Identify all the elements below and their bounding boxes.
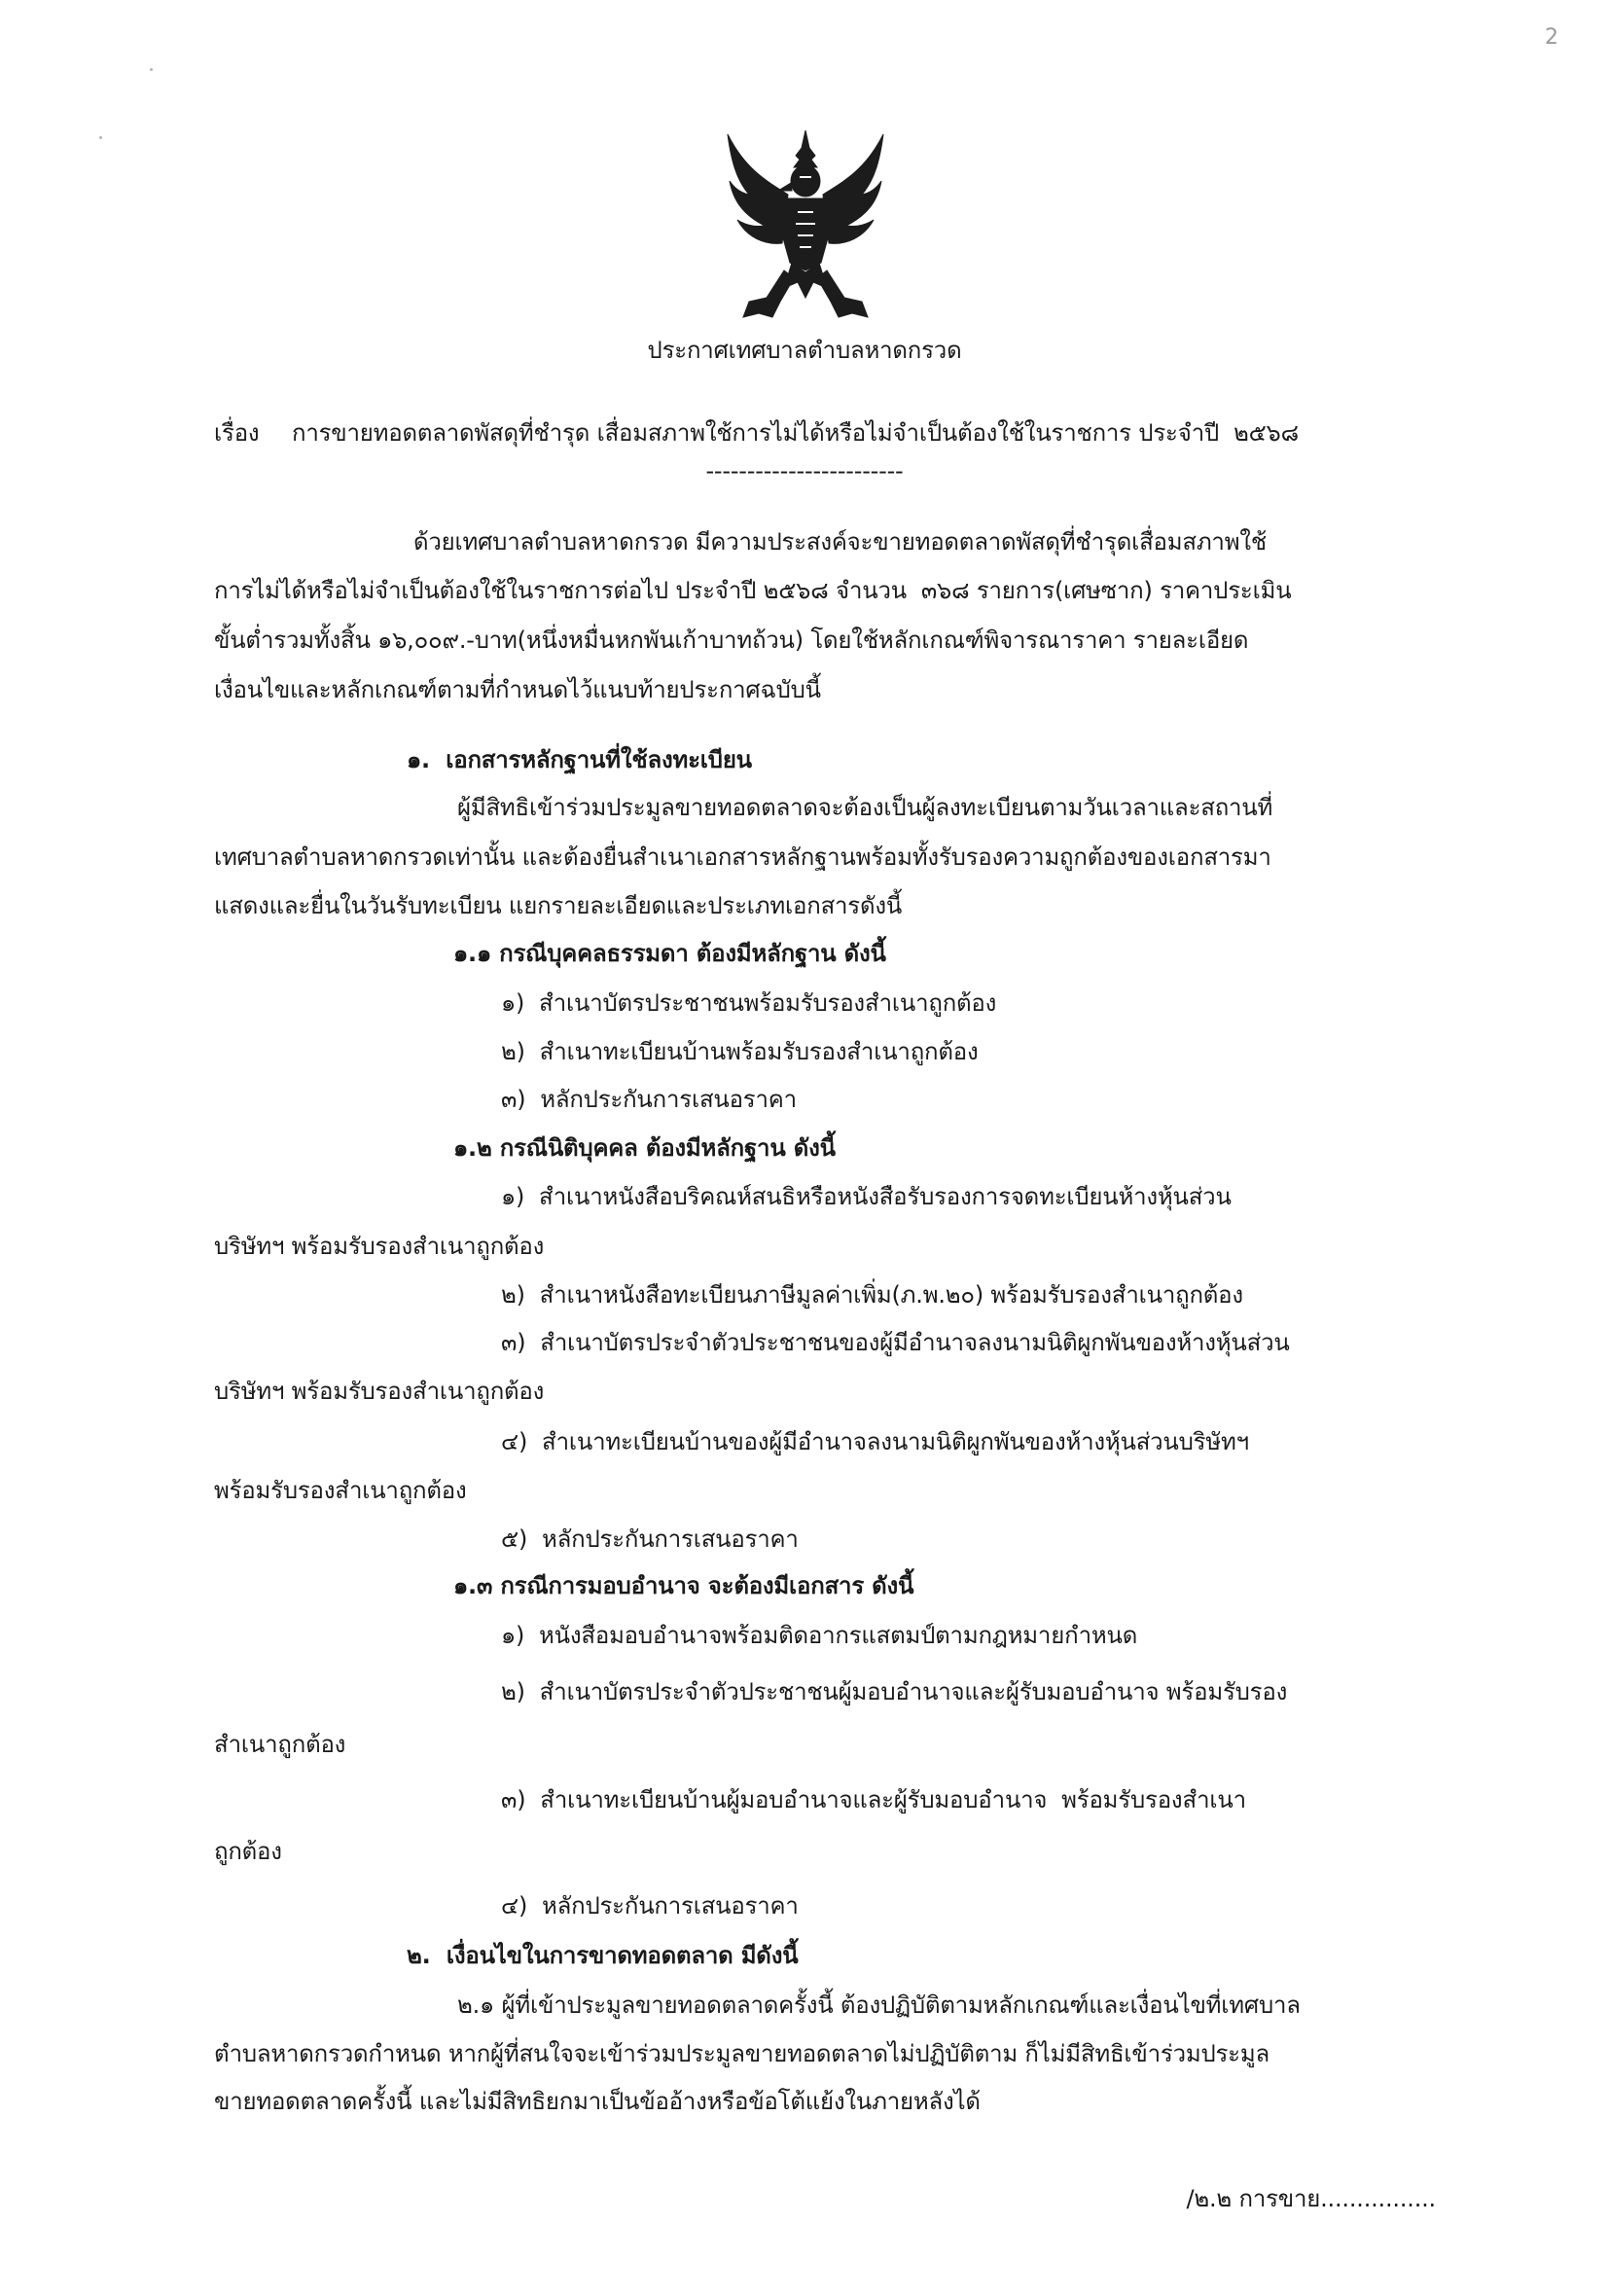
list-item: ๔) สำเนาทะเบียนบ้านของผู้มีอำนาจลงนามนิติผูกพันของห้างหุ้นส่วนบริษัทฯ bbox=[501, 1428, 1249, 1455]
section-2-paragraph-line: ตำบลหาดกรวดกำหนด หากผู้ที่สนใจจะเข้าร่วมประมูลขายทอดตลาดไม่ปฏิบัติตาม ก็ไม่มีสิทธิเข้าร่วมประมูล bbox=[214, 2040, 1270, 2067]
section-2-paragraph-line: ขายทอดตลาดครั้งนี้ และไม่มีสิทธิยกมาเป็นข้ออ้างหรือข้อโต้แย้งในภายหลังได้ bbox=[214, 2088, 981, 2115]
list-item: ๑) สำเนาบัตรประชาชนพร้อมรับรองสำเนาถูกต้อง bbox=[501, 989, 997, 1017]
list-item: ๑) สำเนาหนังสือบริคณห์สนธิหรือหนังสือรับรองการจดทะเบียนห้างหุ้นส่วน bbox=[501, 1183, 1232, 1210]
subsection-1-2-heading: ๑.๒ กรณีนิติบุคคล ต้องมีหลักฐาน ดังนี้ bbox=[453, 1134, 836, 1162]
list-item-continuation: บริษัทฯ พร้อมรับรองสำเนาถูกต้อง bbox=[214, 1378, 545, 1405]
list-item: ๓) สำเนาทะเบียนบ้านผู้มอบอำนาจและผู้รับมอบอำนาจ พร้อมรับรองสำเนา bbox=[501, 1786, 1246, 1813]
section-2-paragraph-line: ๒.๑ ผู้ที่เข้าประมูลขายทอดตลาดครั้งนี้ ต้องปฏิบัติตามหลักเกณฑ์และเงื่อนไขที่เทศบาล bbox=[457, 1991, 1301, 2019]
subsection-1-3-heading: ๑.๓ กรณีการมอบอำนาจ จะต้องมีเอกสาร ดังนี้ bbox=[453, 1572, 914, 1599]
page-title: ประกาศเทศบาลตำบลหาดกรวด bbox=[647, 337, 962, 364]
intro-line: เงื่อนไขและหลักเกณฑ์ตามที่กำหนดไว้แนบท้ายประกาศฉบับนี้ bbox=[214, 676, 821, 703]
list-item: ๒) สำเนาหนังสือทะเบียนภาษีมูลค่าเพิ่ม(ภ.พ.๒๐) พร้อมรับรองสำเนาถูกต้อง bbox=[501, 1281, 1243, 1309]
section-1-paragraph-line: เทศบาลตำบลหาดกรวดเท่านั้น และต้องยื่นสำเนาเอกสารหลักฐานพร้อมทั้งรับรองความถูกต้องของเอกสารมา bbox=[214, 843, 1271, 871]
list-item-continuation: สำเนาถูกต้อง bbox=[214, 1731, 346, 1758]
list-item: ๒) สำเนาบัตรประจำตัวประชาชนผู้มอบอำนาจและผู้รับมอบอำนาจ พร้อมรับรอง bbox=[501, 1678, 1288, 1705]
garuda-emblem-icon bbox=[720, 126, 891, 327]
subject-label: เรื่อง bbox=[214, 419, 260, 447]
list-item-continuation: บริษัทฯ พร้อมรับรองสำเนาถูกต้อง bbox=[214, 1233, 545, 1260]
section-1-paragraph-line: แสดงและยื่นในวันรับทะเบียน แยกรายละเอียดและประเภทเอกสารดังนี้ bbox=[214, 892, 903, 919]
list-item: ๓) หลักประกันการเสนอราคา bbox=[501, 1086, 797, 1113]
intro-line: การไม่ได้หรือไม่จำเป็นต้องใช้ในราชการต่อไป ประจำปี ๒๕๖๘ จำนวน ๓๖๘ รายการ(เศษซาก) ราคาประเมิน bbox=[214, 577, 1292, 604]
list-item: ๒) สำเนาทะเบียนบ้านพร้อมรับรองสำเนาถูกต้อง bbox=[501, 1038, 979, 1065]
divider: ------------------------ bbox=[705, 457, 904, 484]
subject-text: การขายทอดตลาดพัสดุที่ชำรุด เสื่อมสภาพใช้การไม่ได้หรือไม่จำเป็นต้องใช้ในราชการ ประจำปี ๒๕๖๘ bbox=[292, 419, 1299, 447]
subsection-1-1-heading: ๑.๑ กรณีบุคคลธรรมดา ต้องมีหลักฐาน ดังนี้ bbox=[453, 940, 886, 967]
continuation-marker: /๒.๒ การขาย................ bbox=[1186, 2185, 1436, 2212]
list-item: ๓) สำเนาบัตรประจำตัวประชาชนของผู้มีอำนาจลงนามนิติผูกพันของห้างหุ้นส่วน bbox=[501, 1329, 1290, 1356]
scan-speck bbox=[99, 136, 102, 139]
intro-line: ขั้นต่ำรวมทั้งสิ้น ๑๖,๐๐๙.-บาท(หนึ่งหมื่นหกพันเก้าบาทถ้วน) โดยใช้หลักเกณฑ์พิจารณาราคา รายละเอียด bbox=[214, 627, 1249, 654]
list-item: ๑) หนังสือมอบอำนาจพร้อมติดอากรแสตมป์ตามกฎหมายกำหนด bbox=[501, 1622, 1138, 1649]
list-item-continuation: ถูกต้อง bbox=[214, 1838, 282, 1865]
section-1-heading: ๑. เอกสารหลักฐานที่ใช้ลงทะเบียน bbox=[407, 746, 752, 773]
page-number: 2 bbox=[1545, 25, 1558, 50]
section-2-heading: ๒. เงื่อนไขในการขาดทอดตลาด มีดังนี้ bbox=[407, 1942, 799, 1969]
list-item: ๕) หลักประกันการเสนอราคา bbox=[501, 1525, 799, 1553]
list-item: ๔) หลักประกันการเสนอราคา bbox=[501, 1892, 799, 1919]
section-1-paragraph-line: ผู้มีสิทธิเข้าร่วมประมูลขายทอดตลาดจะต้องเป็นผู้ลงทะเบียนตามวันเวลาและสถานที่ bbox=[457, 794, 1273, 821]
list-item-continuation: พร้อมรับรองสำเนาถูกต้อง bbox=[214, 1477, 467, 1504]
intro-line: ด้วยเทศบาลตำบลหาดกรวด มีความประสงค์จะขายทอดตลาดพัสดุที่ชำรุดเสื่อมสภาพใช้ bbox=[413, 528, 1267, 556]
scan-speck bbox=[150, 68, 153, 71]
